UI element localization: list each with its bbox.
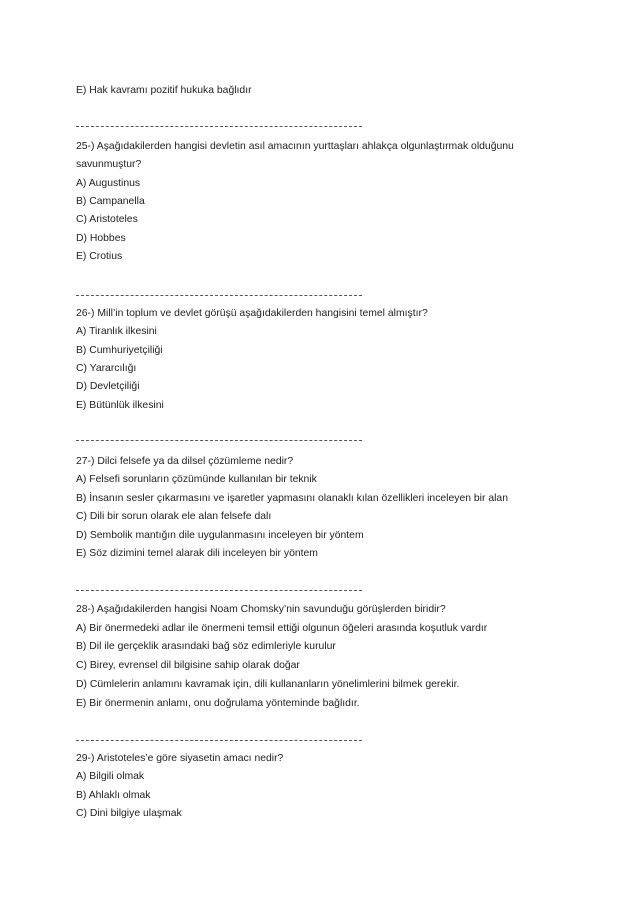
separator-line (76, 740, 362, 741)
answer-option: D) Cümlelerin anlamını kavramak için, dili kullananların yönelimlerini bilmek gerekir. (76, 679, 460, 690)
answer-option: C) Yararcılığı (76, 363, 137, 374)
answer-option: B) Campanella (76, 196, 145, 207)
separator-line (76, 295, 362, 296)
answer-option: E) Bir önermenin anlamı, onu doğrulama yönteminde bağlıdır. (76, 698, 360, 709)
question-text: 29-) Aristoteles’e göre siyasetin amacı nedir? (76, 753, 284, 764)
separator-line (76, 126, 362, 127)
answer-option: B) Cumhuriyetçiliği (76, 345, 163, 356)
answer-option: D) Hobbes (76, 233, 126, 244)
question-text: 25-) Aşağıdakilerden hangisi devletin asıl amacının yurttaşları ahlakça olgunlaştırmak olduğunu (76, 141, 514, 152)
answer-option: A) Bir önermedeki adlar ile önermeni temsil ettiği olgunun öğeleri arasında koşutluk vardır (76, 623, 488, 634)
question-text-continued: savunmuştur? (76, 159, 142, 170)
answer-option: B) Ahlaklı olmak (76, 790, 151, 801)
answer-option: A) Augustinus (76, 178, 141, 189)
answer-option: B) Dil ile gerçeklik arasındaki bağ söz edimleriyle kurulur (76, 641, 336, 652)
answer-option: D) Devletçiliği (76, 381, 140, 392)
answer-option: E) Bütünlük ilkesini (76, 400, 164, 411)
answer-option: C) Birey, evrensel dil bilgisine sahip olarak doğar (76, 660, 300, 671)
separator-line (76, 440, 362, 441)
answer-option: B) İnsanın sesler çıkarmasını ve işaretler yapmasını olanaklı kılan özellikleri inceleyen bir alan (76, 493, 508, 504)
answer-option: E) Crotius (76, 251, 123, 262)
answer-option: E) Söz dizimini temel alarak dili inceleyen bir yöntem (76, 548, 318, 559)
answer-option: C) Aristoteles (76, 214, 138, 225)
question-text: 27-) Dilci felsefe ya da dilsel çözümleme nedir? (76, 456, 294, 467)
answer-option: A) Felsefi sorunların çözümünde kullanılan bir teknik (76, 474, 317, 485)
answer-option: C) Dili bir sorun olarak ele alan felsefe dalı (76, 511, 272, 522)
question-text: 26-) Mill’in toplum ve devlet görüşü aşağıdakilerden hangisini temel almıştır? (76, 308, 428, 319)
answer-option: C) Dini bilgiye ulaşmak (76, 808, 182, 819)
answer-option: D) Sembolik mantığın dile uygulanmasını inceleyen bir yöntem (76, 530, 364, 541)
answer-option: E) Hak kavramı pozitif hukuka bağlıdır (76, 85, 252, 96)
separator-line (76, 590, 362, 591)
answer-option: A) Bilgili olmak (76, 771, 145, 782)
question-text: 28-) Aşağıdakilerden hangisi Noam Chomsky’nin savunduğu görüşlerden biridir? (76, 604, 446, 615)
answer-option: A) Tiranlık ilkesini (76, 326, 157, 337)
